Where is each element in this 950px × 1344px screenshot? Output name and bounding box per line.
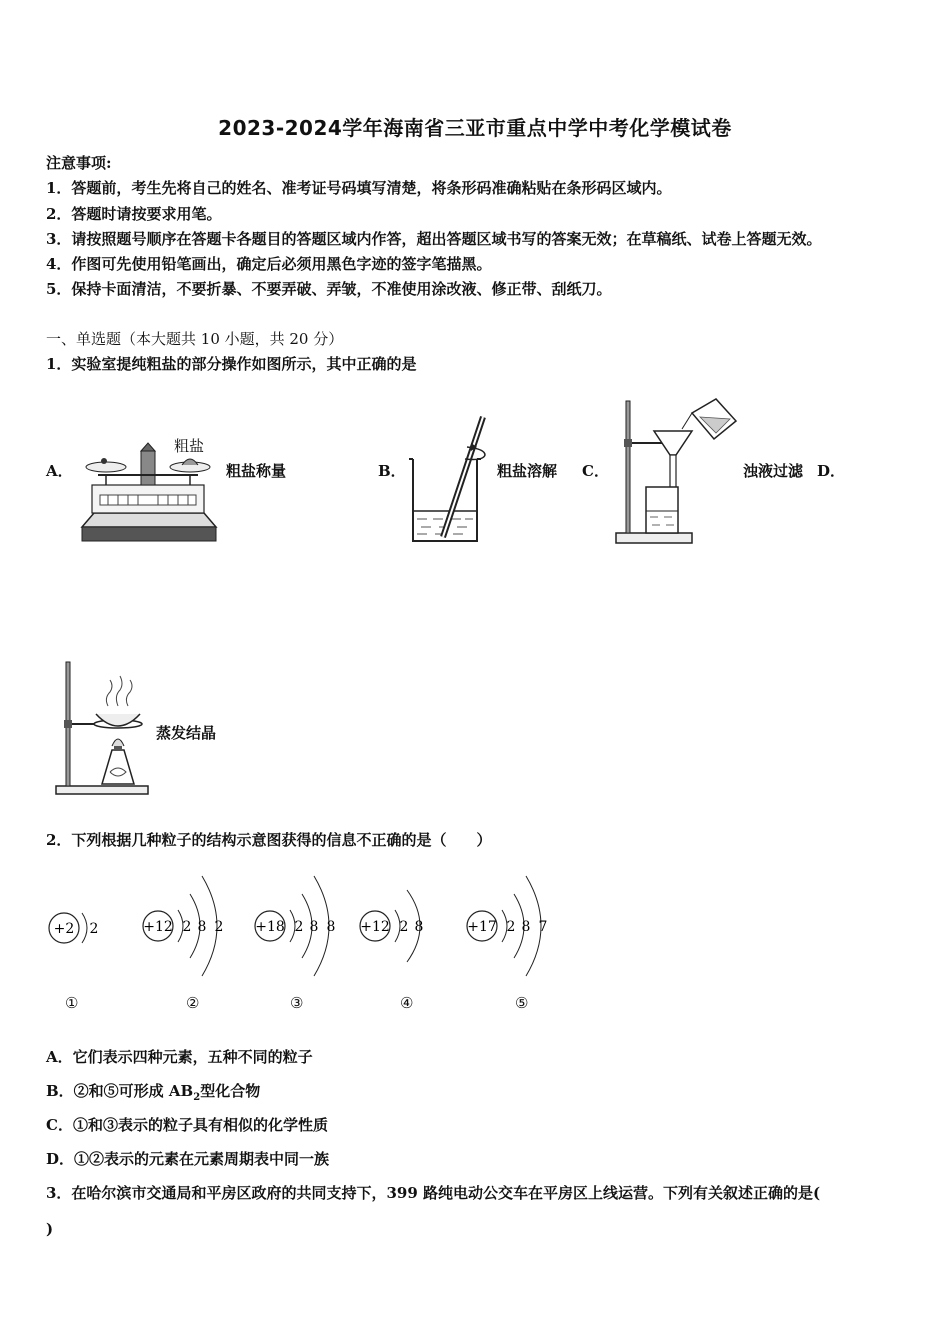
notice-item: 5．保持卡面清洁，不要折暴、不要弄破、弄皱，不准使用涂改液、修正带、刮纸刀。 bbox=[46, 280, 612, 298]
particle-diagram-1 bbox=[44, 895, 114, 965]
notice-item: 2．答题时请按要求用笔。 bbox=[46, 205, 222, 223]
notice-heading: 注意事项: bbox=[46, 154, 112, 172]
figure-label-crude-salt: 粗盐 bbox=[174, 437, 205, 455]
shell-electrons: 8 bbox=[309, 919, 319, 935]
shell-electrons: 2 bbox=[89, 921, 99, 937]
q1-option-a-letter: A． bbox=[46, 462, 73, 480]
question-1-stem: 1．实验室提纯粗盐的部分操作如图所示，其中正确的是 bbox=[46, 355, 417, 373]
particle-marker: ④ bbox=[400, 994, 414, 1012]
q1-option-a-label: 粗盐称量 bbox=[226, 462, 287, 480]
notice-item: 3．请按照题号顺序在答题卡各题目的答题区域内作答，超出答题区域书写的答案无效；在草稿纸、试卷上答题无效。 bbox=[46, 230, 822, 248]
shell-electrons: 2 bbox=[182, 919, 192, 935]
particle-marker: ③ bbox=[290, 994, 304, 1012]
shell-electrons: 8 bbox=[197, 919, 207, 935]
particle-diagram-5 bbox=[462, 862, 562, 992]
exam-title: 2023-2024学年海南省三亚市重点中学中考化学模试卷 bbox=[218, 116, 732, 140]
q2-option-b-text: B．②和⑤可形成 AB bbox=[46, 1082, 194, 1100]
q2-option-d: D．①②表示的元素在元素周期表中同一族 bbox=[46, 1150, 330, 1168]
shell-electrons: 8 bbox=[414, 919, 424, 935]
nucleus-charge: +17 bbox=[467, 919, 497, 935]
shell-electrons: 8 bbox=[326, 919, 336, 935]
q2-option-a: A．它们表示四种元素，五种不同的粒子 bbox=[46, 1048, 313, 1066]
q1-option-c-letter: C． bbox=[582, 462, 609, 480]
filtration-figure bbox=[612, 395, 742, 550]
shell-electrons: 8 bbox=[521, 919, 531, 935]
q1-option-b-letter: B． bbox=[378, 462, 406, 480]
question-3-stem: 3．在哈尔滨市交通局和平房区政府的共同支持下，399 路纯电动公交车在平房区上线运营。下列有关叙述正确的是( bbox=[46, 1184, 821, 1202]
evaporation-figure bbox=[52, 658, 152, 798]
particle-diagram-2 bbox=[138, 862, 238, 992]
q1-option-c-label: 浊液过滤 bbox=[743, 462, 804, 480]
particle-diagram-4 bbox=[355, 878, 445, 978]
particle-marker: ① bbox=[65, 994, 79, 1012]
shell-electrons: 7 bbox=[538, 919, 548, 935]
beaker-dissolving-figure bbox=[405, 413, 495, 548]
q1-option-d-letter: D． bbox=[817, 462, 846, 480]
shell-electrons: 2 bbox=[506, 919, 516, 935]
nucleus-charge: +12 bbox=[360, 919, 390, 935]
q1-option-b-label: 粗盐溶解 bbox=[497, 462, 558, 480]
q2-option-c: C．①和③表示的粒子具有相似的化学性质 bbox=[46, 1116, 328, 1134]
particle-marker: ⑤ bbox=[515, 994, 529, 1012]
nucleus-charge: +12 bbox=[143, 919, 173, 935]
shell-electrons: 2 bbox=[294, 919, 304, 935]
q2-option-b bbox=[46, 1080, 260, 1103]
q2-option-b-suffix: 型化合物 bbox=[200, 1082, 261, 1100]
balance-scale-figure bbox=[78, 435, 223, 545]
question-2-stem: 2．下列根据几种粒子的结构示意图获得的信息不正确的是（ ） bbox=[46, 831, 492, 849]
question-3-stem-end: ) bbox=[46, 1220, 54, 1238]
particle-diagram-3 bbox=[250, 862, 350, 992]
shell-electrons: 2 bbox=[214, 919, 224, 935]
q1-option-d-label: 蒸发结晶 bbox=[156, 724, 217, 742]
notice-item: 4．作图可先使用铅笔画出，确定后必须用黑色字迹的签字笔描黑。 bbox=[46, 255, 492, 273]
particle-marker: ② bbox=[186, 994, 200, 1012]
section-heading: 一、单选题（本大题共 10 小题，共 20 分） bbox=[46, 330, 344, 348]
nucleus-charge: +2 bbox=[53, 921, 75, 937]
q2-option-b-subscript: 2 bbox=[193, 1092, 201, 1103]
nucleus-charge: +18 bbox=[255, 919, 285, 935]
shell-electrons: 2 bbox=[399, 919, 409, 935]
notice-item: 1．答题前，考生先将自己的姓名、准考证号码填写清楚，将条形码准确粘贴在条形码区域内。 bbox=[46, 179, 672, 197]
